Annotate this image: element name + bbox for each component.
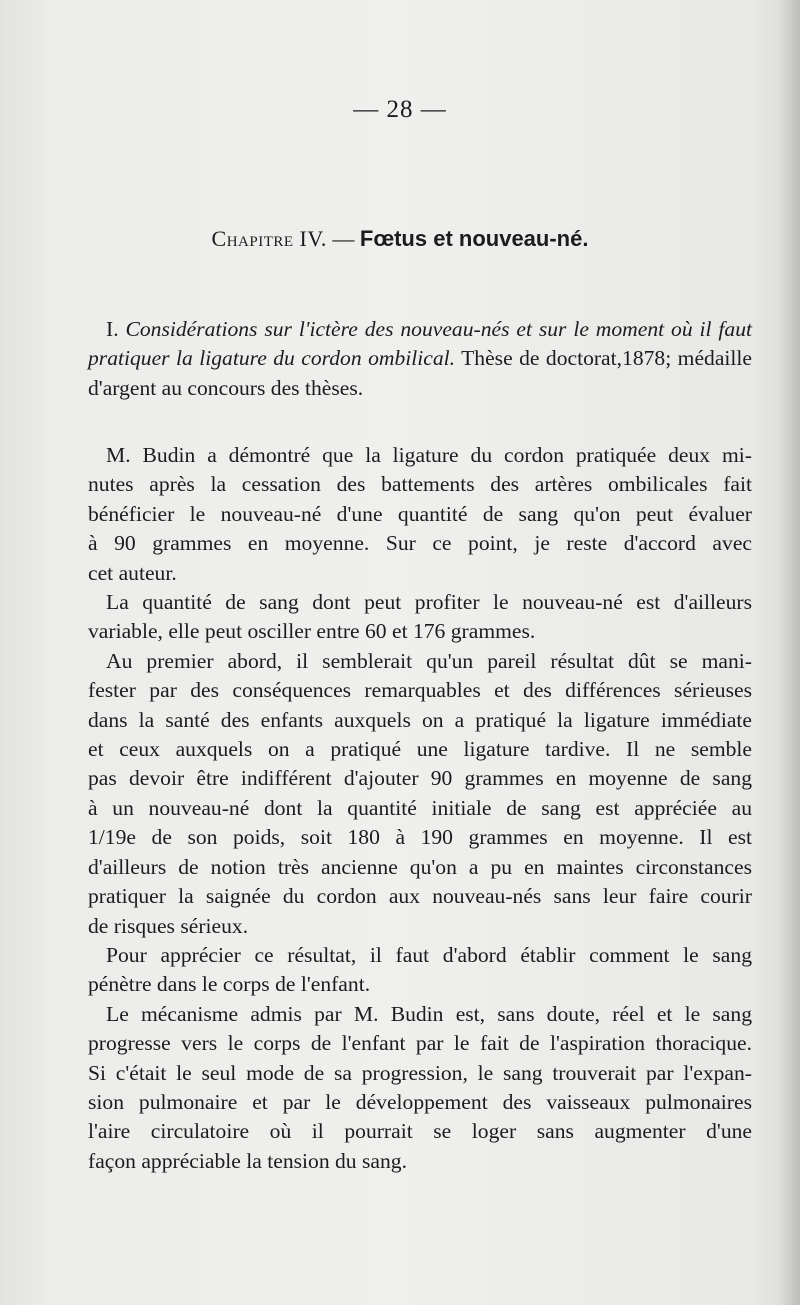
- text-line: progresse vers le corps de l'enfant par le fait de l'aspiration thoracique.: [88, 1031, 752, 1056]
- text-line: dans la santé des enfants auxquels on a pratiqué la ligature immédiate: [88, 707, 752, 732]
- text-line: variable, elle peut osciller entre 60 et 176 grammes.: [88, 619, 536, 644]
- text-line: nutes après la cessation des battements des artères ombilicales fait: [88, 472, 752, 497]
- section-rest: Thèse de doctorat,1878; médaille d'argent au concours des thèses.: [88, 346, 753, 400]
- page-edge-shadow: [778, 0, 800, 1305]
- text-line: Si c'était le seul mode de sa progression, le sang trouverait par l'expan-: [88, 1060, 752, 1085]
- section-italic-title: Considérations sur l'ictère des nouveau-nés et sur le moment où il faut pratiquer la ligature du cordon ombilical.: [88, 317, 752, 371]
- chapter-dash: —: [326, 226, 360, 251]
- text-line: à 90 grammes en moyenne. Sur ce point, je reste d'accord avec: [88, 531, 752, 556]
- text-line: l'aire circulatoire où il pourrait se loger sans augmenter d'une: [88, 1119, 752, 1144]
- text-line: façon appréciable la tension du sang.: [88, 1148, 407, 1173]
- text-line: M. Budin a démontré que la ligature du cordon pratiquée deux mi-: [106, 443, 752, 467]
- text-line: sion pulmonaire et par le développement des vaisseaux pulmonaires: [88, 1089, 752, 1114]
- text-line: pas devoir être indifférent d'ajouter 90 grammes en moyenne de sang: [88, 766, 752, 791]
- text-line: Pour apprécier ce résultat, il faut d'abord établir comment le sang: [106, 942, 752, 967]
- text-line: Le mécanisme admis par M. Budin est, sans doute, réel et le sang: [106, 1001, 752, 1026]
- text-line: 1/19e de son poids, soit 180 à 190 grammes en moyenne. Il est: [88, 825, 752, 850]
- text-line: bénéficier le nouveau-né d'une quantité de sang qu'on peut évaluer: [88, 501, 752, 526]
- text-line: et ceux auxquels on a pratiqué une ligature tardive. Il ne semble: [88, 737, 752, 762]
- text-line: fester par des conséquences remarquables et des différences sérieuses: [88, 678, 752, 703]
- text-line: pratiquer la saignée du cordon aux nouveau-nés sans leur faire courir: [88, 884, 752, 909]
- text-line: d'ailleurs de notion très ancienne qu'on a pu en maintes circonstances: [88, 854, 752, 879]
- section-heading: [88, 315, 752, 403]
- section-number: I.: [106, 317, 126, 341]
- text-line: à un nouveau-né dont la quantité initiale de sang est appréciée au: [88, 795, 752, 820]
- text-line: de risques sérieux.: [88, 913, 249, 938]
- chapter-label: Chapitre IV.: [211, 226, 327, 251]
- text-line: cet auteur.: [88, 560, 177, 585]
- text-line: Au premier abord, il semblerait qu'un pareil résultat dût se mani-: [106, 648, 752, 673]
- text-line: pénètre dans le corps de l'enfant.: [88, 972, 371, 997]
- page-number: — 28 —: [353, 96, 447, 123]
- text-line: La quantité de sang dont peut profiter le nouveau-né est d'ailleurs: [106, 590, 752, 615]
- chapter-title: Fœtus et nouveau-né.: [359, 226, 589, 251]
- chapter-heading: [0, 226, 800, 252]
- body-text: [88, 441, 752, 1176]
